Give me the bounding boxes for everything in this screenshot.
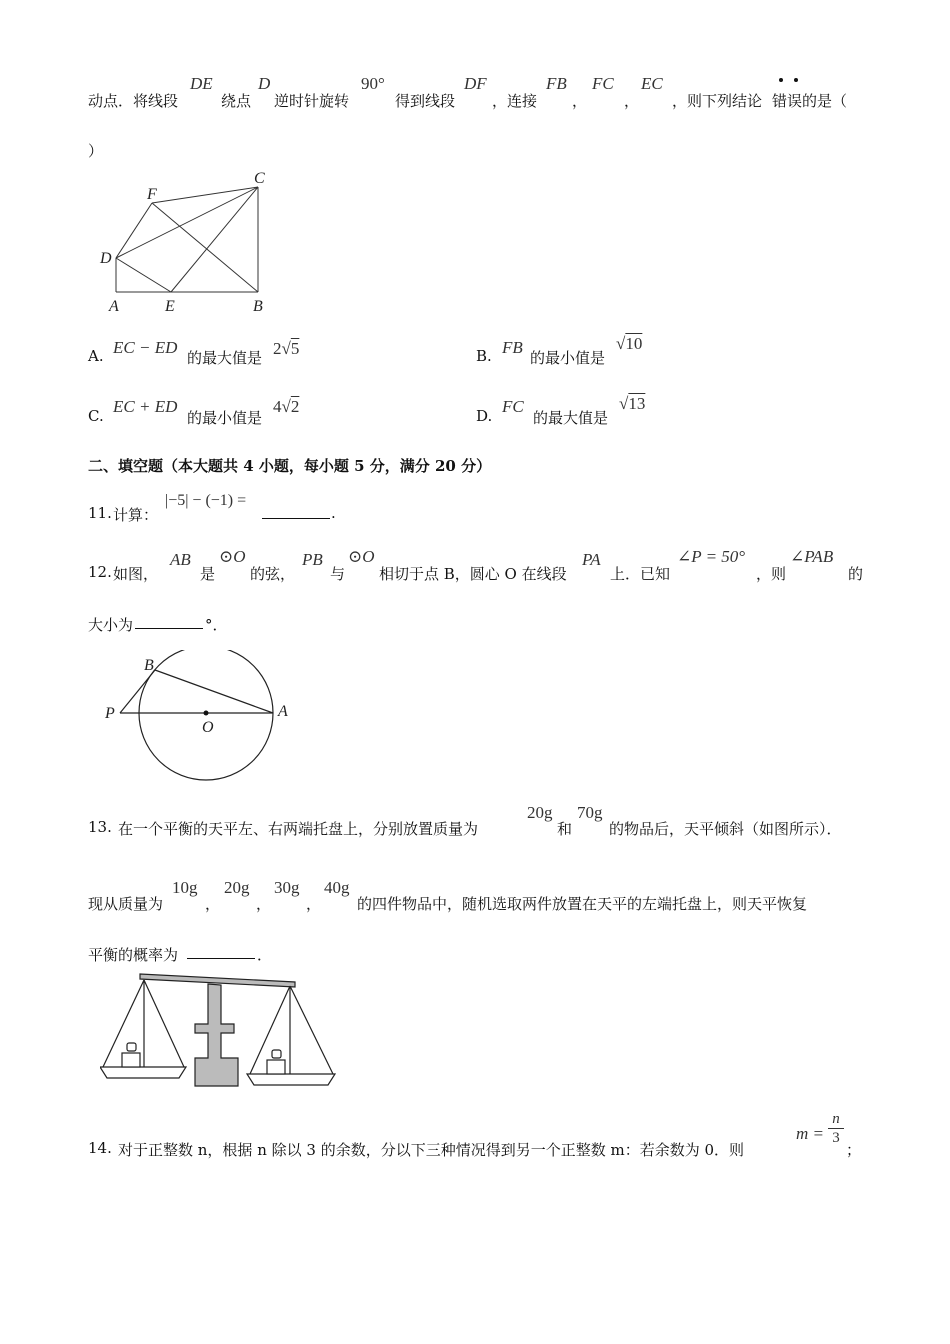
label-b: B (253, 298, 263, 315)
q10-text-2: 绕点 (221, 92, 252, 110)
q10-math-ec: EC (641, 74, 663, 93)
q10-math-fc: FC (592, 74, 614, 93)
label-a: A (278, 703, 288, 720)
q10-math-df: DF (464, 74, 487, 93)
q12-math-o2: ⊙O (348, 547, 375, 566)
q10-math-d: D (258, 74, 271, 93)
q12-math-o1: ⊙O (219, 547, 246, 566)
q12-math-ab: AB (170, 550, 191, 569)
q14-frac-num: n (832, 1111, 840, 1127)
label-c: C (254, 170, 265, 187)
q12-text-7: ，则 (756, 565, 787, 583)
q10-math-de: DE (190, 74, 213, 93)
option-c-text: 的最小值是 (187, 409, 263, 427)
option-c-letter: C. (88, 407, 104, 425)
q11-expr: |−5| − (−1) = (165, 492, 247, 509)
q11-number: 11. (88, 504, 112, 522)
q13-number: 13. (88, 818, 112, 836)
q12-text-6: 上．已知 (610, 565, 671, 583)
q12-answer-blank[interactable] (135, 612, 203, 629)
option-a-value: 2√5 (273, 339, 300, 358)
weight-10g: 10g (172, 878, 198, 897)
q13-text-3: 的物品后，天平倾斜（如图所示）． (609, 820, 842, 838)
option-d-text: 的最大值是 (533, 409, 609, 427)
label-d: D (100, 250, 112, 267)
q12-number: 12. (88, 563, 112, 581)
q11-end: . (331, 504, 336, 522)
q10-math-90: 90° (361, 74, 385, 93)
option-a-letter: A. (88, 347, 104, 365)
option-b-text: 的最小值是 (530, 349, 606, 367)
label-p: P (105, 705, 115, 722)
q13-line3-end: ． (257, 946, 273, 964)
q10-text-7: ， (624, 92, 640, 110)
weight-30g: 30g (274, 878, 300, 897)
section-title: 二、填空题（本大题共 4 小题，每小题 5 分，满分 20 分） (88, 457, 492, 475)
q12-line2-b: °． (205, 616, 228, 634)
q14-number: 14. (88, 1139, 112, 1157)
label-o: O (202, 719, 214, 736)
label-b: B (144, 657, 154, 674)
q13-math-20g: 20g (527, 803, 553, 822)
q10-text-6: ， (572, 92, 588, 110)
q14-fraction (828, 1110, 844, 1147)
emphasis-dot-1 (779, 78, 783, 82)
q13-answer-blank[interactable] (187, 942, 255, 959)
emphasis-dot-2 (794, 78, 798, 82)
q10-text-3: 逆时针旋转 (274, 92, 350, 110)
option-d-letter: D. (476, 407, 493, 425)
q12-text-8: 的 (848, 565, 864, 583)
q11-text: 计算： (113, 506, 159, 524)
q10-figure (95, 165, 275, 320)
q13-line2-text-2: 的四件物品中，随机选取两件放置在天平的左端托盘上，则天平恢复 (357, 895, 808, 913)
q12-math-angle-p: ∠P = 50° (677, 547, 746, 566)
option-c-expr: EC + ED (113, 397, 178, 416)
q10-emphasis: 错误 (772, 92, 803, 110)
q12-text-3: 的弦， (250, 565, 296, 583)
label-f: F (147, 186, 157, 203)
option-d-expr: FC (502, 397, 524, 416)
weight-40g: 40g (324, 878, 350, 897)
option-d-value: √13 (619, 394, 646, 413)
q12-text-2: 是 (200, 565, 216, 583)
q13-sep-3: ， (306, 895, 322, 913)
q13-sep-2: ， (256, 895, 272, 913)
option-c-value: 4√2 (273, 397, 300, 416)
q13-text-2: 和 (557, 820, 573, 838)
q12-line2-a: 大小为 (88, 616, 134, 634)
q10-paren-close: ） (88, 142, 104, 160)
q14-frac-den: 3 (832, 1130, 840, 1146)
option-b-expr: FB (502, 338, 523, 357)
option-a-text: 的最大值是 (187, 349, 263, 367)
q12-text-1: 如图， (113, 565, 159, 583)
q10-text-9: 的是（ (802, 92, 848, 110)
q12-math-angle-pab: ∠PAB (790, 547, 834, 566)
q13-line2-text-1: 现从质量为 (88, 895, 164, 913)
q10-text-1: 动点．将线段 (88, 92, 179, 110)
q10-text-5: ，连接 (492, 92, 538, 110)
q10-text-4: 得到线段 (395, 92, 456, 110)
q12-math-pa: PA (582, 550, 601, 569)
q13-text-1: 在一个平衡的天平左、右两端托盘上，分别放置质量为 (118, 820, 479, 838)
weight-20g: 20g (224, 878, 250, 897)
option-b-letter: B. (476, 347, 492, 365)
label-e: E (165, 298, 175, 315)
q13-math-70g: 70g (577, 803, 603, 822)
q12-math-pb: PB (302, 550, 323, 569)
option-a-expr: EC − ED (113, 338, 178, 357)
q12-text-4: 与 (330, 565, 346, 583)
q10-math-fb: FB (546, 74, 567, 93)
q14-math-m: m = (796, 1124, 824, 1143)
q13-balance-figure (100, 970, 340, 1090)
q14-text: 对于正整数 n，根据 n 除以 3 的余数，分以下三种情况得到另一个正整数 m：若余数为 0．则 (118, 1141, 745, 1159)
option-b-value: √10 (616, 334, 643, 353)
q13-line3-text: 平衡的概率为 (88, 946, 179, 964)
q13-sep-1: ， (205, 895, 221, 913)
label-a: A (109, 298, 119, 315)
q12-text-5: 相切于点 B，圆心 O 在线段 (379, 565, 567, 583)
q12-figure (100, 650, 300, 782)
q11-answer-blank[interactable] (262, 502, 330, 519)
q10-text-8: ，则下列结论 (672, 92, 763, 110)
q14-end: ； (846, 1141, 862, 1159)
